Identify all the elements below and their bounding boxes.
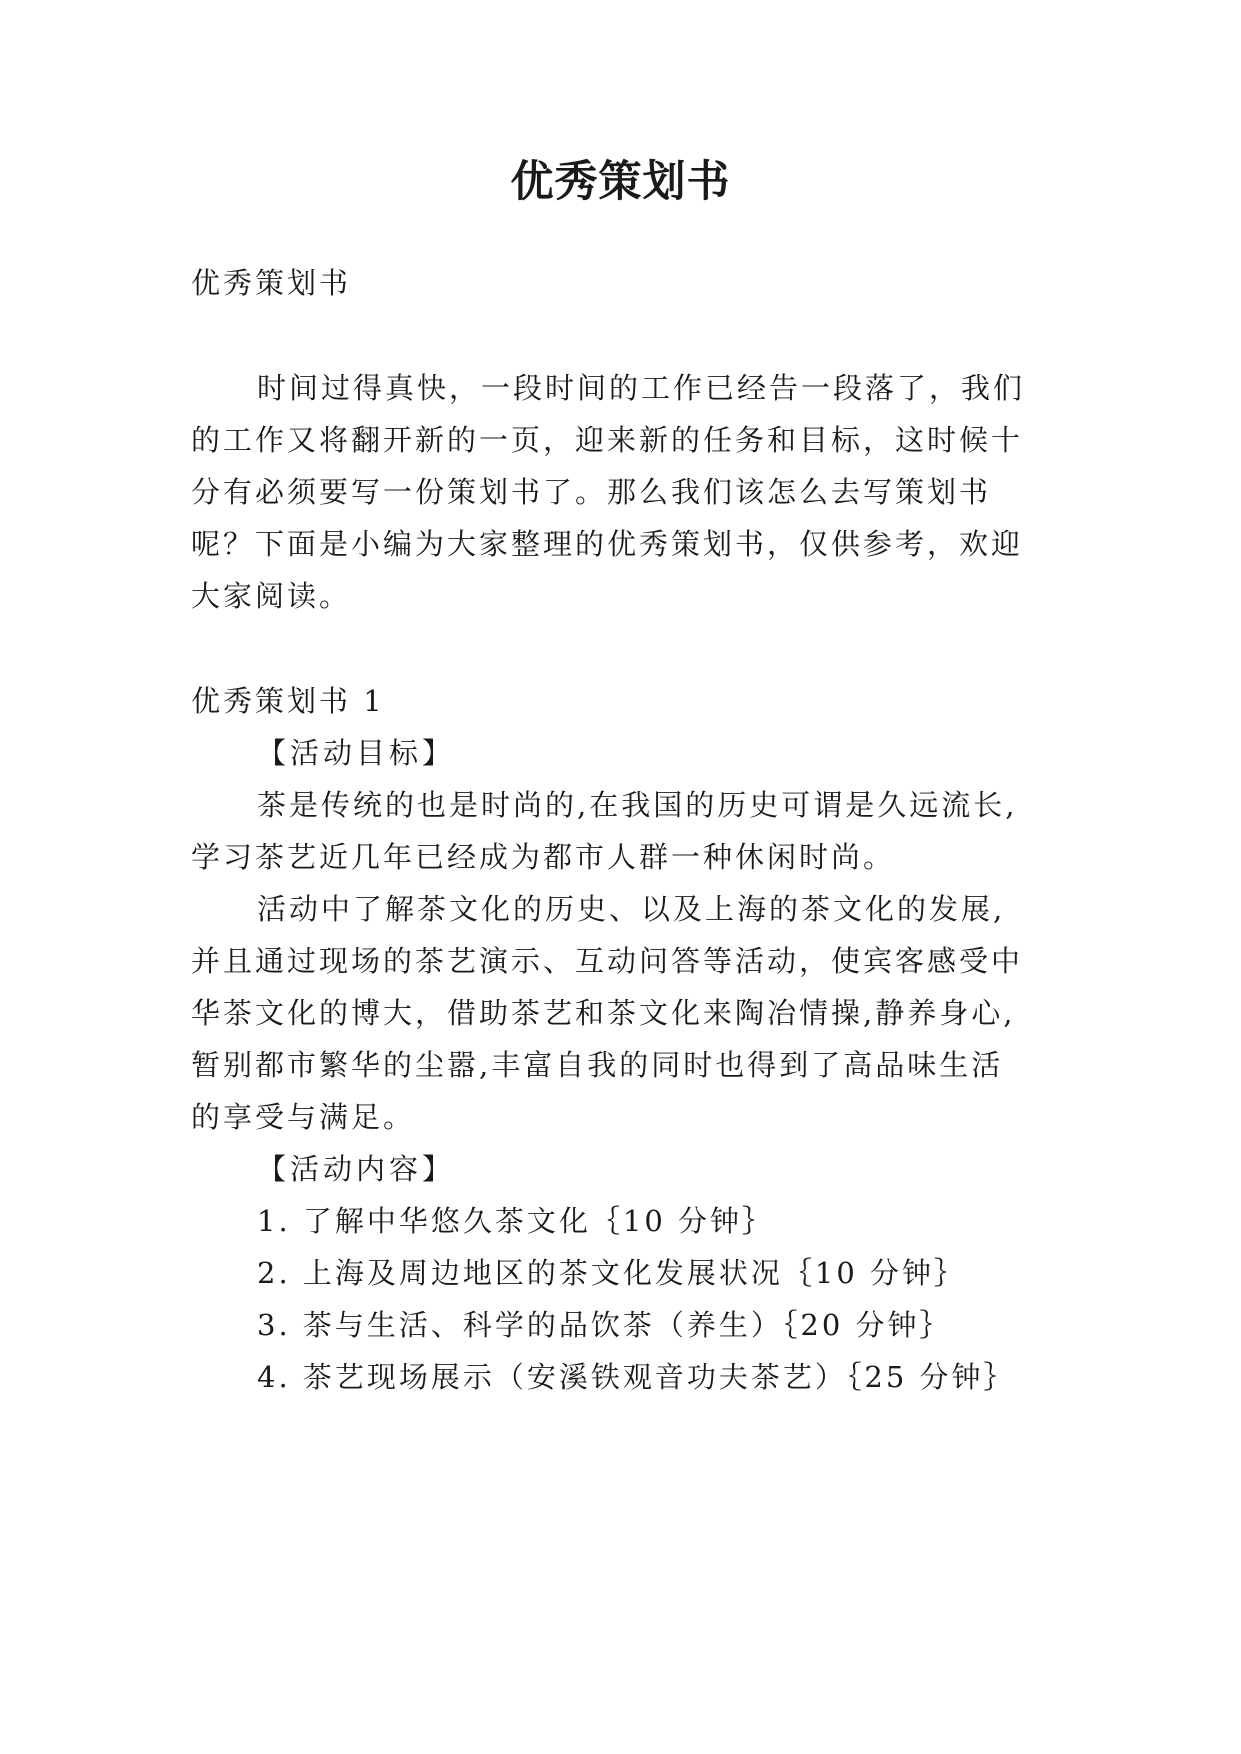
goal-paragraph-line: 学习茶艺近几年已经成为都市人群一种休闲时尚。 <box>191 840 896 874</box>
intro-line: 时间过得真快，一段时间的工作已经告一段落了，我们 <box>257 371 1026 405</box>
document-title: 优秀策划书 <box>510 157 731 207</box>
goal-paragraph-line: 华茶文化的博大，借助茶艺和茶文化来陶冶情操,静养身心, <box>191 996 1016 1030</box>
content-list-item: 2. 上海及周边地区的茶文化发展状况｛10 分钟｝ <box>257 1256 967 1290</box>
goal-paragraph-line: 茶是传统的也是时尚的,在我国的历史可谓是久远流长, <box>257 788 1018 822</box>
intro-line: 的工作又将翻开新的一页，迎来新的任务和目标，这时候十 <box>191 423 1024 457</box>
content-list-item: 1. 了解中华悠久茶文化｛10 分钟｝ <box>257 1204 775 1238</box>
intro-line: 分有必须要写一份策划书了。那么我们该怎么去写策划书 <box>191 475 992 509</box>
content-list-item: 3. 茶与生活、科学的品饮茶（养生）｛20 分钟｝ <box>257 1308 952 1342</box>
goal-paragraph-line: 的享受与满足。 <box>191 1100 416 1134</box>
goal-paragraph-line: 暂别都市繁华的尘嚣,丰富自我的同时也得到了高品味生活 <box>191 1048 1004 1082</box>
subtitle: 优秀策划书 <box>191 266 352 300</box>
goal-heading: 【活动目标】 <box>257 736 456 770</box>
goal-paragraph-line: 并且通过现场的茶艺演示、互动问答等活动，使宾客感受中 <box>191 944 1024 978</box>
intro-line: 呢？下面是小编为大家整理的优秀策划书，仅供参考，欢迎 <box>191 527 1024 561</box>
section-heading: 优秀策划书 1 <box>191 684 385 718</box>
content-list-item: 4. 茶艺现场展示（安溪铁观音功夫茶艺）｛25 分钟｝ <box>257 1360 1016 1394</box>
content-heading: 【活动内容】 <box>257 1152 456 1186</box>
goal-paragraph-line: 活动中了解茶文化的历史、以及上海的茶文化的发展, <box>257 892 1006 926</box>
intro-line: 大家阅读。 <box>191 579 352 613</box>
